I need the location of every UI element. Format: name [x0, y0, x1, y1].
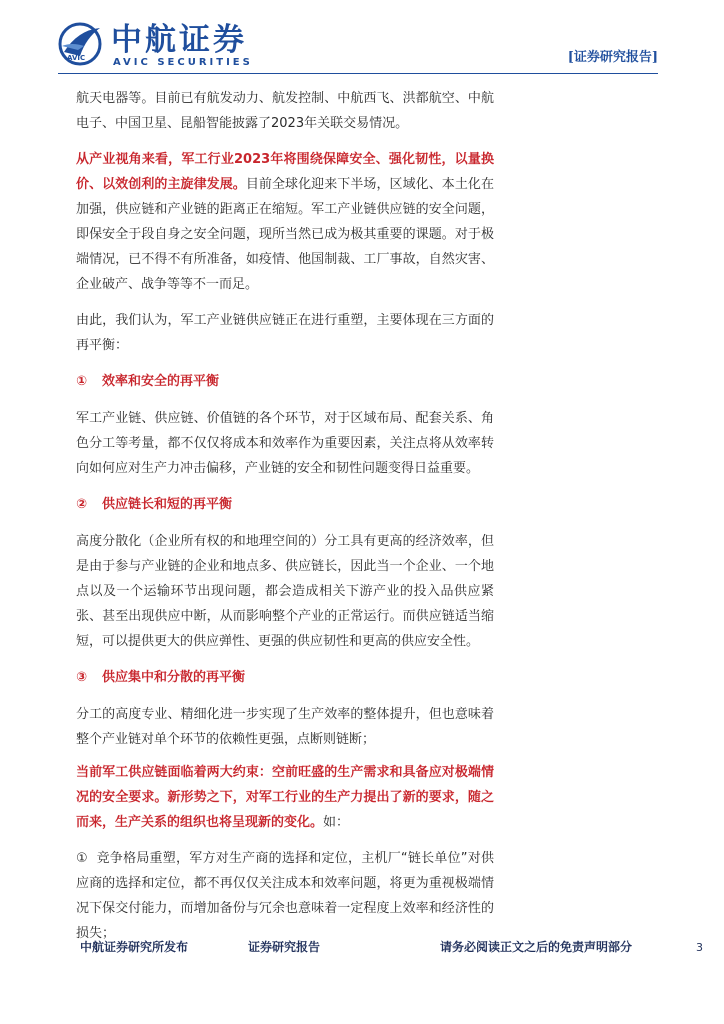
section-heading-2 [76, 492, 494, 517]
page-number: 3 [696, 941, 703, 954]
paragraph-text: 目前全球化迎来下半场，区域化、本土化在加强，供应链和产业链的距离正在缩短。军工产业链供应链的安全问题，即保安全于段自身之安全问题，现所当然已成为极其重要的课题。对于极端情况，已不得不有所准备，如疫情、他国制裁、工厂事故，自然灾害、企业破产、战争等等不一而足。 [76, 177, 494, 292]
paragraph-8 [76, 846, 494, 946]
heading-text: 供应集中和分散的再平衡 [102, 670, 246, 685]
avic-logo-icon [58, 22, 102, 66]
header-divider [58, 73, 658, 74]
paragraph-text: 竞争格局重塑，军方对生产商的选择和定位，主机厂“链长单位”对供应商的选择和定位，都不再仅仅关注成本和效率问题，将更为重视极端情况下保交付能力，而增加备份与冗余也意味着一定程度上效率和经济性的损失； [76, 851, 494, 941]
page-header [0, 0, 724, 80]
brand-name-cn: 中航证券 [111, 22, 247, 58]
heading-text: 供应链长和短的再平衡 [102, 497, 233, 512]
document-body [76, 86, 494, 957]
highlight-text: 从产业视角来看，军工行业2023年将围绕保障安全、强化韧性，以量换价、以效创利的主旋律发展。 [76, 152, 494, 192]
paragraph-text: 如： [323, 815, 350, 830]
paragraph-4: 军工产业链、供应链、价值链的各个环节，对于区域布局、配套关系、角色分工等考量，都不仅仅将成本和效率作为重要因素，关注点将从效率转向如何应对生产力冲击偏移，产业链的安全和韧性问题变得日益重要。 [76, 411, 494, 476]
paragraph-2 [76, 147, 494, 297]
paragraph-3: 由此，我们认为，军工产业链供应链正在进行重塑，主要体现在三方面的再平衡： [76, 313, 494, 353]
highlight-text: 当前军工供应链面临着两大约束：空前旺盛的生产需求和具备应对极端情况的安全要求。新形势之下，对军工行业的生产力提出了新的要求，随之而来，生产关系的组织也将呈现新的变化。 [76, 765, 494, 830]
heading-number: ① [76, 374, 88, 389]
heading-number: ③ [76, 670, 88, 685]
section-heading-3 [76, 665, 494, 690]
footer-disclaimer: 请务必阅读正文之后的免责声明部分 [440, 940, 633, 954]
paragraph-1: 航天电器等。目前已有航发动力、航发控制、中航西飞、洪都航空、中航电子、中国卫星、昆船智能披露了2023年关联交易情况。 [76, 91, 494, 131]
footer-report-type: 证券研究报告 [248, 940, 321, 954]
heading-number: ② [76, 497, 88, 512]
report-tag: [证券研究报告] [567, 50, 658, 65]
brand-name-en: AVIC SECURITIES [113, 57, 253, 68]
section-heading-1 [76, 369, 494, 394]
paragraph-7 [76, 760, 494, 835]
footer-publisher: 中航证券研究所发布 [80, 940, 189, 954]
logo-mark-text: AVIC [67, 54, 86, 62]
paragraph-5: 高度分散化（企业所有权的和地理空间的）分工具有更高的经济效率，但是由于参与产业链的企业和地点多、供应链长，因此当一个企业、一个地点以及一个运输环节出现问题，都会造成相关下游产业的投入品供应紧张、甚至出现供应中断，从而影响整个产业的正常运行。而供应链适当缩短，可以提供更大的供应弹性、更强的供应韧性和更高的供应安全性。 [76, 534, 494, 649]
heading-text: 效率和安全的再平衡 [102, 374, 220, 389]
page-footer [0, 935, 724, 965]
paragraph-6: 分工的高度专业、精细化进一步实现了生产效率的整体提升，但也意味着整个产业链对单个环节的依赖性更强，点断则链断； [76, 707, 494, 747]
list-number: ① [76, 851, 88, 866]
